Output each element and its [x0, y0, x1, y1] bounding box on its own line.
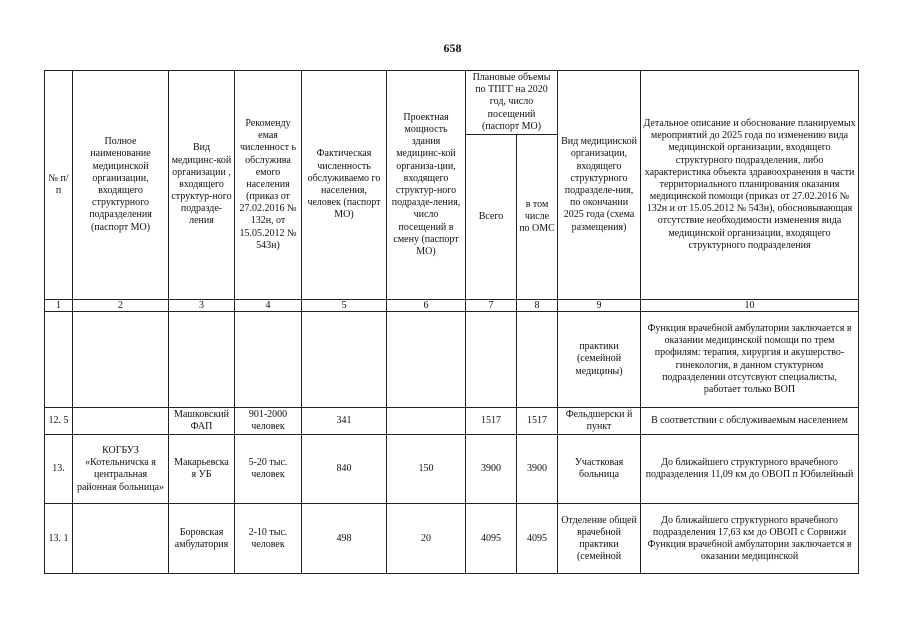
table-row	[45, 435, 859, 504]
row-actual	[302, 312, 387, 408]
row-oms: 3900	[517, 435, 558, 504]
page-number: 658	[443, 41, 462, 55]
row-total	[466, 312, 517, 408]
row-recommended: 901-2000 человек	[235, 408, 302, 435]
column-number: 6	[387, 300, 466, 312]
table-row	[45, 408, 859, 435]
row-recommended: 2-10 тыс. человек	[235, 504, 302, 574]
row-capacity: 150	[387, 435, 466, 504]
row-actual: 341	[302, 408, 387, 435]
column-number: 10	[641, 300, 859, 312]
row-total: 4095	[466, 504, 517, 574]
column-number: 7	[466, 300, 517, 312]
header-recommended-population: Рекоменду емая численност ь обслужива емого населения (приказ от 27.02.2016 № 132н, от 15.05.2012 № 543н)	[235, 71, 302, 300]
header-planned-volumes: Плановые объемы по ТПГГ на 2020 год, число посещений (паспорт МО)	[466, 71, 558, 135]
header-oms: в том числе по ОМС	[517, 134, 558, 299]
row-type-2025: Фельдшерски й пункт	[558, 408, 641, 435]
row-org	[73, 504, 169, 574]
row-oms: 1517	[517, 408, 558, 435]
row-num: 13. 1	[45, 504, 73, 574]
row-description: Функция врачебной амбулатории заключается в оказании медицинской помощи по трем профилям: терапия, хирургия и акушерство-гинекология, в данном стуктурном подразделении отсутсвуют специалисты, работает только ВОП	[641, 312, 859, 408]
row-description: До ближайшего структурного врачебного подразделения 11,09 км до ОВОП п Юбилейный	[641, 435, 859, 504]
row-recommended: 5-20 тыс. человек	[235, 435, 302, 504]
row-type-2025: Отделение общей врачебной практики (семейной	[558, 504, 641, 574]
row-capacity	[387, 408, 466, 435]
row-type	[169, 312, 235, 408]
column-number: 1	[45, 300, 73, 312]
row-description: До ближайшего структурного врачебного подразделения 17,63 км до ОВОП с Сорвижи Функция врачебной амбулатории заключается в оказании медицинской	[641, 504, 859, 574]
row-oms: 4095	[517, 504, 558, 574]
header-org-name: Полное наименование медицинской организации, входящего структурного подразделения (паспорт МО)	[73, 71, 169, 300]
header-description: Детальное описание и обоснование планируемых мероприятий до 2025 года по изменению вида медицинской организации, входящего структурного подразделения, либо характеристика объекта здравоохранения в части территориального планирования оказания медицинской помощи (приказ от 27.02.2016 № 132н и от 15.05.2012 № 543н), обосновывающая отсутствие необходимости изменения вида медицинской организации, входящего структурного подразделения	[641, 71, 859, 300]
row-type-2025: Участковая больница	[558, 435, 641, 504]
row-type-2025: практики (семейной медицины)	[558, 312, 641, 408]
column-number: 2	[73, 300, 169, 312]
row-recommended	[235, 312, 302, 408]
column-number: 5	[302, 300, 387, 312]
header-capacity: Проектная мощность здания медицинс-кой организа-ции, входящего структур-ного подразде-ления, число посещений в смену (паспорт МО)	[387, 71, 466, 300]
header-actual-population: Фактическая численность обслуживаемо го населения, человек (паспорт МО)	[302, 71, 387, 300]
row-org	[73, 408, 169, 435]
row-type: Макарьевска я УБ	[169, 435, 235, 504]
row-type: Боровская амбулатория	[169, 504, 235, 574]
row-type: Машковский ФАП	[169, 408, 235, 435]
row-org	[73, 312, 169, 408]
header-row	[45, 71, 859, 135]
column-number: 4	[235, 300, 302, 312]
header-total: Всего	[466, 134, 517, 299]
table-row	[45, 504, 859, 574]
row-total: 3900	[466, 435, 517, 504]
column-numbers-row	[45, 300, 859, 312]
row-num: 13.	[45, 435, 73, 504]
row-description: В соответствии с обслуживаемым населением	[641, 408, 859, 435]
row-num	[45, 312, 73, 408]
row-actual: 498	[302, 504, 387, 574]
header-type-2025: Вид медицинской организации, входящего структурного подразделе-ния, по окончании 2025 года (схема размещения)	[558, 71, 641, 300]
row-capacity	[387, 312, 466, 408]
header-org-type: Вид медицинс-кой организации , входящего структур-ного подразде-ления	[169, 71, 235, 300]
column-number: 8	[517, 300, 558, 312]
table-row	[45, 312, 859, 408]
medical-organizations-table	[44, 70, 859, 574]
row-actual: 840	[302, 435, 387, 504]
row-org: КОГБУЗ «Котельничска я центральная районная больница»	[73, 435, 169, 504]
row-total: 1517	[466, 408, 517, 435]
row-capacity: 20	[387, 504, 466, 574]
column-number: 3	[169, 300, 235, 312]
column-number: 9	[558, 300, 641, 312]
row-num: 12. 5	[45, 408, 73, 435]
header-num: № п/п	[45, 71, 73, 300]
row-oms	[517, 312, 558, 408]
